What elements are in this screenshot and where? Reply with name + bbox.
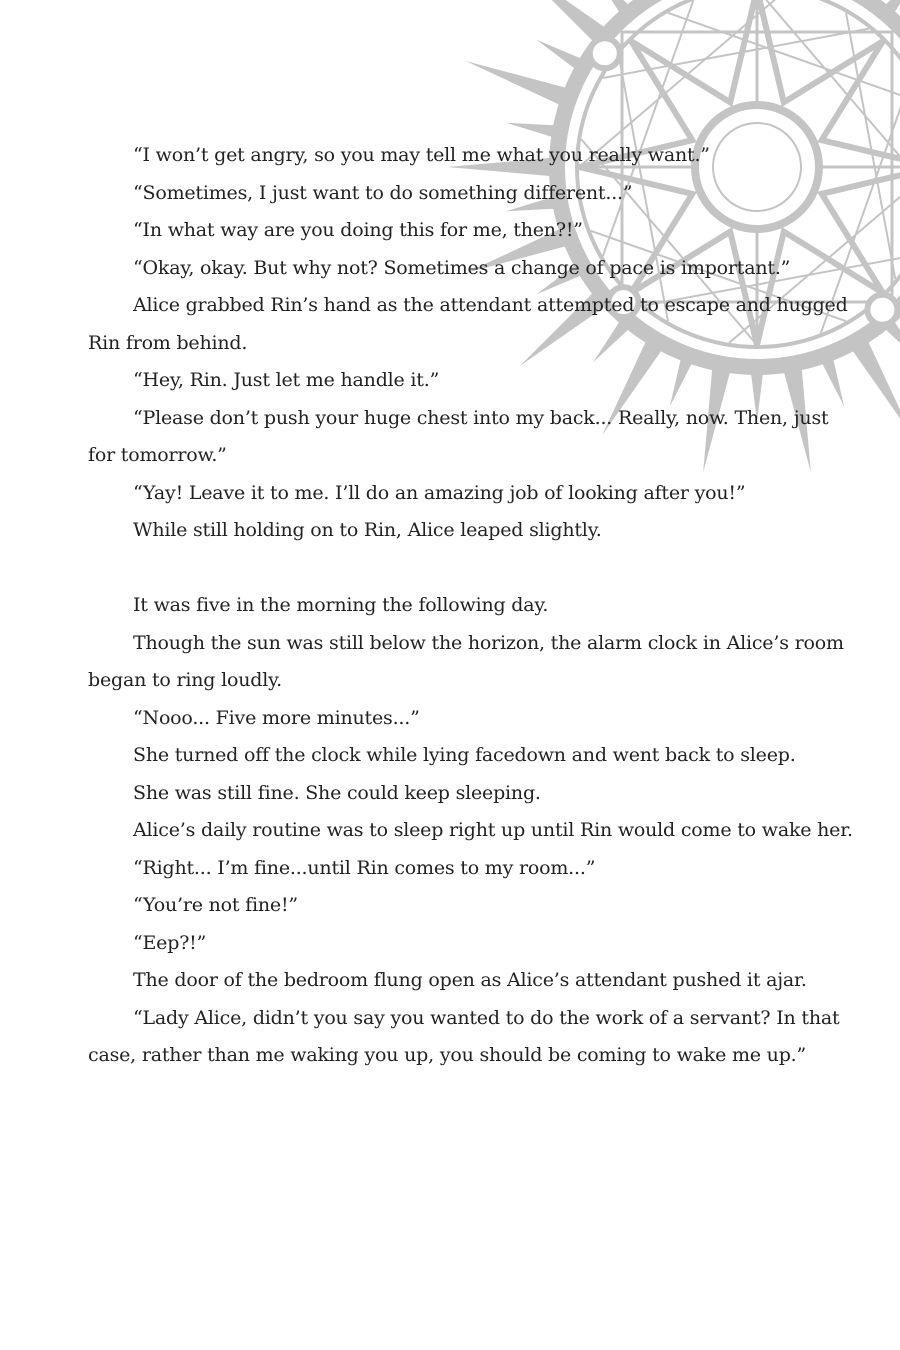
text-line: “Eep?!” <box>133 931 207 954</box>
center-inner-ring <box>713 123 801 211</box>
text-line: Though the sun was still below the horizon, the alarm clock in Alice’s room <box>133 631 844 654</box>
text-line: began to ring loudly. <box>88 669 282 691</box>
spike-mark <box>520 0 607 42</box>
text-line: for tomorrow.” <box>88 444 227 466</box>
text-line: “Right... I’m fine...until Rin comes to my room...” <box>133 856 596 879</box>
text-line: “Please don’t push your huge chest into my back... Really, now. Then, just <box>133 406 829 429</box>
text-line: “Sometimes, I just want to do something different...” <box>133 181 633 204</box>
text-line: Alice’s daily routine was to sleep right up until Rin would come to wake her. <box>133 819 853 841</box>
text-line: It was five in the morning the following day. <box>133 594 549 616</box>
node-circle <box>590 38 620 68</box>
text-line: “Hey, Rin. Just let me handle it.” <box>133 369 440 391</box>
text-line: “Lady Alice, didn’t you say you wanted to do the work of a servant? In that <box>133 1006 840 1029</box>
text-line: Alice grabbed Rin’s hand as the attendant attempted to escape and hugged <box>133 294 848 316</box>
text-line: “Okay, okay. But why not? Sometimes a change of pace is important.” <box>133 256 791 279</box>
text-line: She turned off the clock while lying facedown and went back to sleep. <box>133 744 796 766</box>
text-line: “In what way are you doing this for me, then?!” <box>133 219 583 241</box>
text-line: Rin from behind. <box>88 331 248 354</box>
text-line: “I won’t get angry, so you may tell me what you really want.” <box>133 144 710 166</box>
spike-mark <box>670 357 693 406</box>
spike-mark <box>851 340 900 436</box>
text-line: She was still fine. She could keep sleeping. <box>133 781 541 804</box>
node-circle <box>867 295 897 325</box>
text-line: While still holding on to Rin, Alice leaped slightly. <box>133 519 602 541</box>
text-line: case, rather than me waking you up, you should be coming to wake me up.” <box>88 1044 807 1066</box>
spike-mark <box>466 61 568 106</box>
text-line: “Yay! Leave it to me. I’ll do an amazing job of looking after you!” <box>133 481 746 504</box>
text-line: “You’re not fine!” <box>133 894 298 916</box>
text-line: “Nooo... Five more minutes...” <box>133 706 420 729</box>
spike-mark <box>821 357 844 406</box>
text-line: The door of the bedroom flung open as Alice’s attendant pushed it ajar. <box>133 969 807 991</box>
spike-mark <box>506 123 556 138</box>
